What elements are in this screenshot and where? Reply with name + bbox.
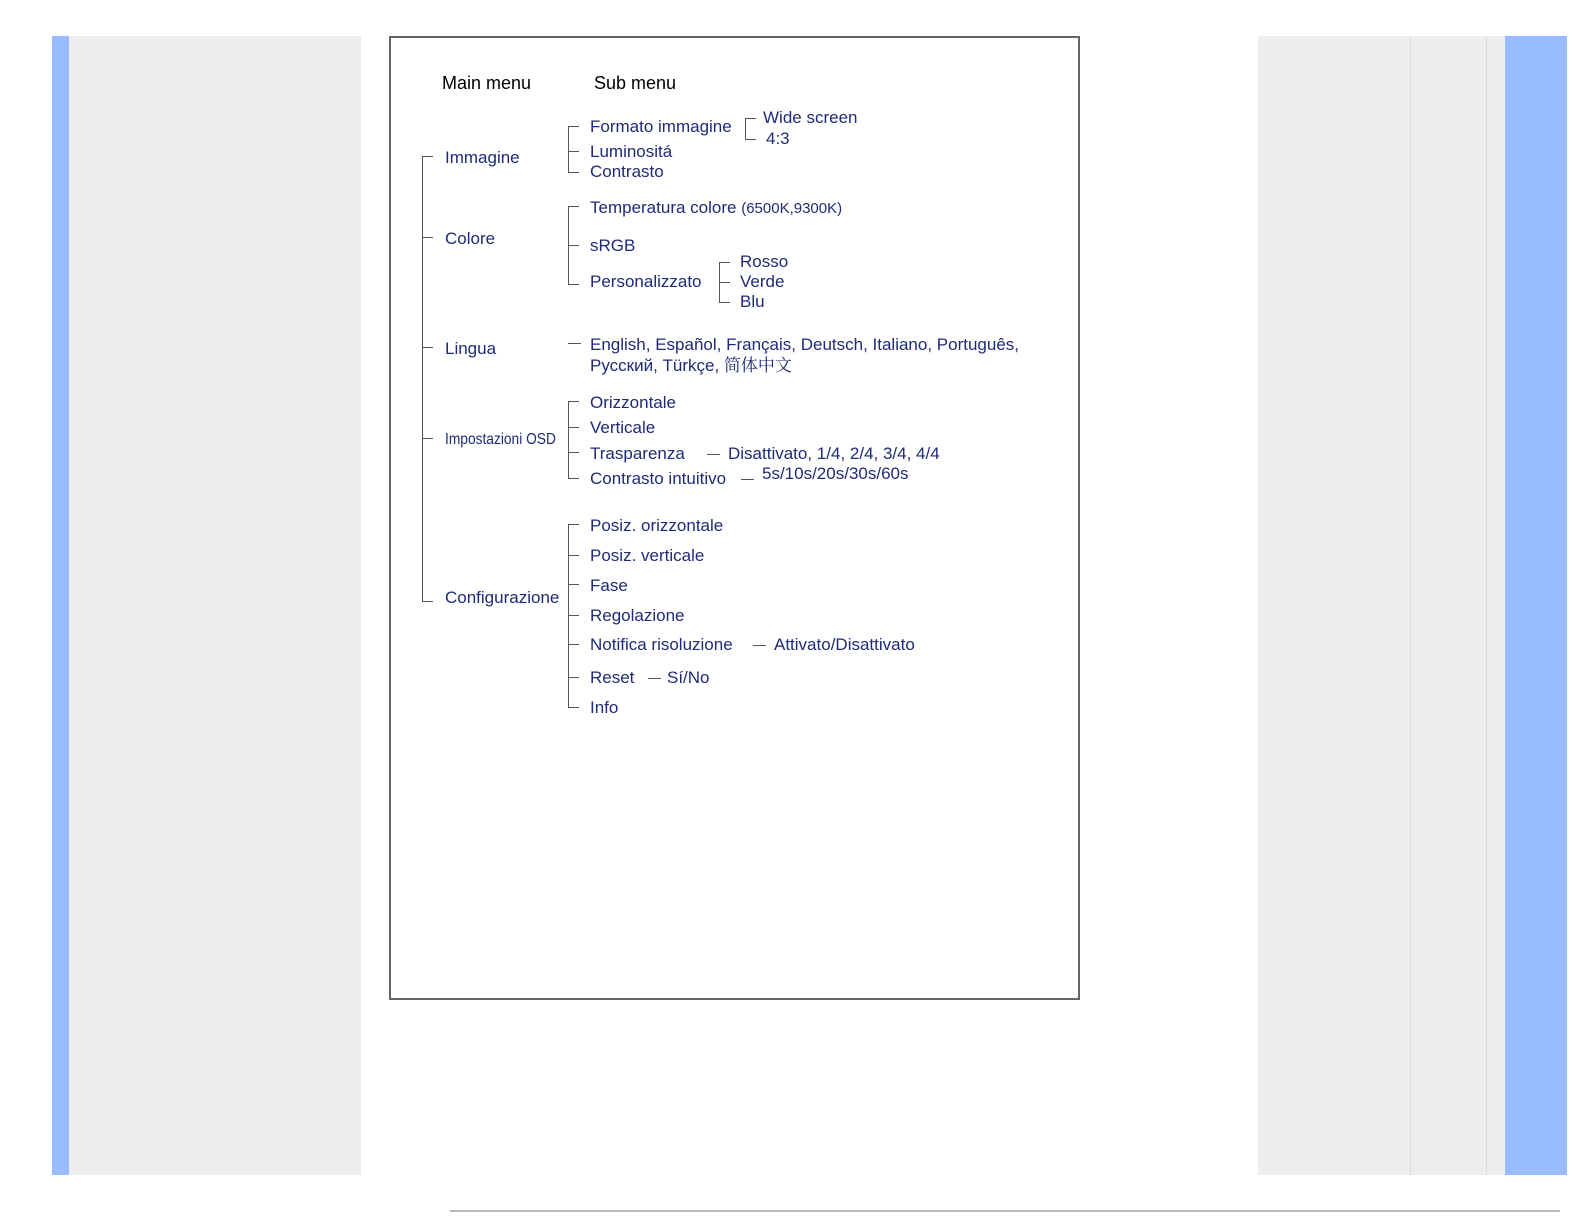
config-branch xyxy=(568,644,579,645)
sub-item-contrasto-intuitivo: Contrasto intuitivo xyxy=(590,469,727,488)
immagine-branch xyxy=(568,151,579,152)
sub-item-posiz-verticale: Posiz. verticale xyxy=(590,546,705,565)
sub-item-formato-immagine: Formato immagine xyxy=(590,117,732,136)
lingua-dash xyxy=(568,343,581,344)
sub-item-contrasto: Contrasto xyxy=(590,162,664,181)
option-rosso: Rosso xyxy=(740,252,789,271)
sub-item-verticale: Verticale xyxy=(590,418,656,437)
personalizzato-branch xyxy=(719,282,730,283)
lingua-options-line1: English, Español, Français, Deutsch, Italiano, Português, xyxy=(590,335,1020,354)
main-branch xyxy=(422,347,433,348)
trasparenza-dash xyxy=(707,454,720,455)
formato-branch xyxy=(745,139,756,140)
config-branch xyxy=(568,677,579,678)
footer-rule xyxy=(450,1210,1560,1212)
contrasto-intuitivo-dash xyxy=(741,479,754,480)
config-branch xyxy=(568,615,579,616)
config-branch xyxy=(568,555,579,556)
osd-branch xyxy=(568,401,579,402)
main-branch xyxy=(422,237,433,238)
notifica-options: Attivato/Disattivato xyxy=(774,635,915,654)
reset-dash xyxy=(648,678,661,679)
temperatura-label: Temperatura colore xyxy=(590,198,737,217)
sub-item-trasparenza: Trasparenza xyxy=(590,444,685,463)
config-branch xyxy=(568,707,579,708)
personalizzato-branch xyxy=(719,302,730,303)
colore-branch xyxy=(568,245,579,246)
immagine-branch xyxy=(568,126,579,127)
option-wide-screen: Wide screen xyxy=(763,108,858,127)
option-blu: Blu xyxy=(740,292,765,311)
main-branch xyxy=(422,601,433,602)
trasparenza-options: Disattivato, 1/4, 2/4, 3/4, 4/4 xyxy=(728,444,940,463)
right-panel-divider xyxy=(1410,36,1411,1175)
main-item-lingua: Lingua xyxy=(445,339,497,358)
config-branch xyxy=(568,584,579,585)
sub-item-temperatura-colore xyxy=(590,198,842,219)
sub-item-notifica-risoluzione: Notifica risoluzione xyxy=(590,635,733,654)
personalizzato-branch xyxy=(719,262,730,263)
osd-branch xyxy=(568,427,579,428)
osd-menu-diagram xyxy=(389,36,1080,1000)
main-item-configurazione: Configurazione xyxy=(445,588,560,607)
formato-branch xyxy=(745,118,756,119)
sub-item-fase: Fase xyxy=(590,576,628,595)
osd-branch xyxy=(568,452,579,453)
left-accent-bar xyxy=(52,36,69,1175)
sub-menu-header: Sub menu xyxy=(594,73,677,93)
notifica-dash xyxy=(753,645,766,646)
sub-item-regolazione: Regolazione xyxy=(590,606,685,625)
immagine-branch xyxy=(568,172,579,173)
main-trunk-line xyxy=(422,156,423,602)
temperatura-values: (6500K,9300K) xyxy=(741,200,843,217)
main-branch xyxy=(422,438,433,439)
sub-item-orizzontale: Orizzontale xyxy=(590,393,676,412)
immagine-bracket xyxy=(568,126,569,172)
option-4-3: 4:3 xyxy=(766,129,790,148)
right-side-panel xyxy=(1258,36,1505,1175)
contrasto-intuitivo-options: 5s/10s/20s/30s/60s xyxy=(762,464,909,483)
reset-options: Sí/No xyxy=(667,668,710,687)
lingua-options-line2: Русский, Türkçe, 简体中文 xyxy=(590,356,792,375)
main-item-impostazioni-osd: Impostazioni OSD xyxy=(445,431,556,448)
config-branch xyxy=(568,524,579,525)
formato-bracket xyxy=(745,118,746,140)
option-verde: Verde xyxy=(740,272,785,291)
sub-item-srgb: sRGB xyxy=(590,236,636,255)
right-panel-divider xyxy=(1486,36,1487,1175)
sub-item-posiz-orizzontale: Posiz. orizzontale xyxy=(590,516,724,535)
main-branch xyxy=(422,156,433,157)
right-accent-bar xyxy=(1505,36,1567,1175)
main-item-immagine: Immagine xyxy=(445,148,520,167)
sub-item-personalizzato: Personalizzato xyxy=(590,272,702,291)
sub-item-info: Info xyxy=(590,698,619,717)
colore-branch xyxy=(568,284,579,285)
main-item-colore: Colore xyxy=(445,229,496,248)
osd-branch xyxy=(568,478,579,479)
left-side-panel xyxy=(69,36,361,1175)
colore-branch xyxy=(568,206,579,207)
osd-bracket xyxy=(568,401,569,478)
main-menu-header: Main menu xyxy=(442,73,532,93)
sub-item-luminosita: Luminositá xyxy=(590,142,673,161)
sub-item-reset: Reset xyxy=(590,668,635,687)
